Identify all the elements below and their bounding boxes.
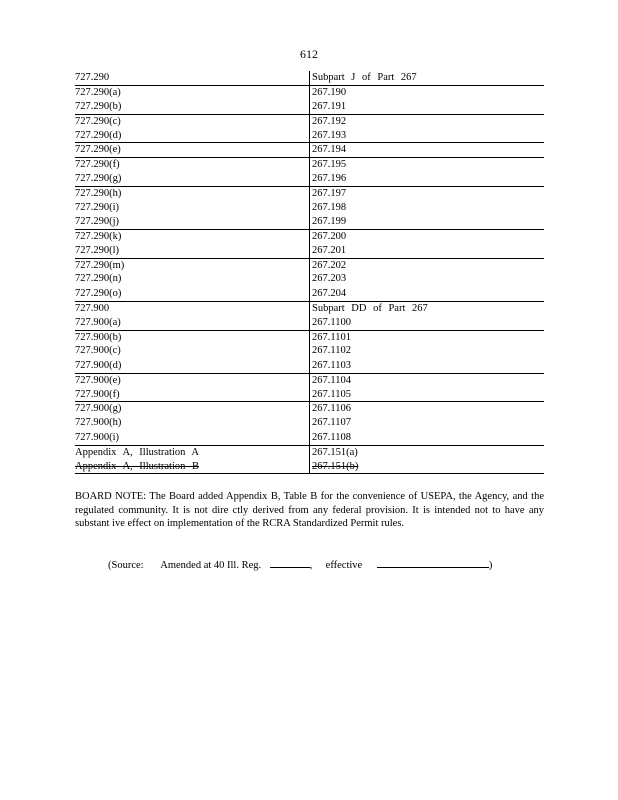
- old-section-cell: 727.290(l): [75, 244, 310, 258]
- new-section-cell: 267.202: [312, 259, 347, 271]
- table-row: [75, 359, 544, 373]
- table-row: [75, 258, 544, 272]
- new-section-cell: 267.192: [312, 115, 347, 127]
- table-body: [75, 71, 544, 474]
- table-row: [75, 100, 544, 114]
- old-section-cell: 727.290(d): [75, 129, 310, 143]
- new-section-cell: 267.1100: [310, 316, 545, 330]
- new-section-cell: 267.203: [312, 273, 347, 285]
- effective-date-blank: [377, 557, 489, 568]
- old-section-cell: 727.290(n): [75, 272, 310, 286]
- board-note: BOARD NOTE: The Board added Appendix B, Table B for the convenience of USEPA, the Agency, and the regulated community. It is not dire ctly derived from any federal provision. It is intended not to have any substant ive effect on implementation of the RCRA Standardized Permit rules.: [75, 491, 544, 529]
- old-section-cell: 727.290(m): [75, 258, 310, 272]
- table-row: [75, 71, 544, 85]
- old-section-cell: 727.290(e): [75, 143, 310, 157]
- table-row: [75, 186, 544, 200]
- table-row: [75, 373, 544, 387]
- old-section-cell: 727.900(h): [75, 416, 310, 430]
- table-row: [75, 301, 544, 315]
- table-row: [75, 215, 544, 229]
- table-row: [75, 143, 544, 157]
- new-section-cell: 267.151(a): [312, 446, 358, 458]
- new-section-cell: Subpart J of Part 267: [310, 71, 545, 85]
- table-row: [75, 201, 544, 215]
- new-section-cell: 267.1108: [310, 431, 545, 445]
- table-row: [75, 388, 544, 402]
- new-section-cell: 267.1107: [312, 417, 351, 429]
- new-section-cell: 267.193: [310, 129, 545, 143]
- page-number: 612: [300, 47, 318, 61]
- old-section-cell: 727.290(c): [75, 114, 310, 128]
- new-section-cell: 267.1101: [312, 331, 351, 343]
- table-row: [75, 114, 544, 128]
- table-row: [75, 172, 544, 186]
- old-section-cell: 727.900(f): [75, 388, 310, 402]
- table-row: [75, 157, 544, 171]
- source-amended: Amended at 40 Ill. Reg.: [160, 560, 262, 571]
- table-row: [75, 344, 544, 358]
- old-section-cell: 727.290(h): [75, 186, 310, 200]
- source-comma: ,: [309, 560, 313, 571]
- new-section-cell: 267.190: [312, 86, 347, 98]
- table-row: [75, 287, 544, 301]
- new-section-cell: 267.204: [310, 287, 545, 301]
- old-section-cell: 727.290(i): [75, 201, 310, 215]
- old-section-cell: 727.900(c): [75, 344, 310, 358]
- new-section-cell: 267.198: [312, 201, 347, 213]
- table-row: [75, 244, 544, 258]
- table-row: [75, 402, 544, 416]
- new-section-cell: 267.1104: [312, 374, 351, 386]
- old-section-cell: Appendix A, Illustration B: [75, 460, 310, 474]
- old-section-cell: 727.900(e): [75, 373, 310, 387]
- old-section-cell: 727.290(k): [75, 229, 310, 243]
- old-section-cell: 727.290(b): [75, 100, 310, 114]
- table-row: [75, 229, 544, 243]
- source-close: ): [488, 560, 493, 571]
- new-section-cell: 267.1105: [310, 388, 545, 402]
- new-section-cell: 267.201: [310, 244, 545, 258]
- new-section-cell: 267.199: [310, 215, 545, 229]
- register-volume-blank: [270, 557, 310, 568]
- new-section-cell: 267.195: [312, 158, 347, 170]
- old-section-cell: 727.900(g): [75, 402, 310, 416]
- source-prefix: (Source:: [108, 560, 144, 571]
- new-section-cell: 267.1106: [312, 403, 351, 415]
- new-section-cell: Subpart DD of Part 267: [312, 302, 428, 314]
- table-row: [75, 316, 544, 330]
- table-row: [75, 431, 544, 445]
- old-section-cell: 727.900: [75, 301, 310, 315]
- old-section-cell: 727.290: [75, 71, 310, 85]
- table-row: [75, 330, 544, 344]
- old-section-cell: 727.290(j): [75, 215, 310, 229]
- old-section-cell: 727.900(d): [75, 359, 310, 373]
- table-row: [75, 85, 544, 99]
- table-row: [75, 445, 544, 459]
- new-section-cell: 267.196: [310, 172, 545, 186]
- old-section-cell: Appendix A, Illustration A: [75, 445, 310, 459]
- source-effective: effective: [325, 560, 363, 571]
- old-section-cell: 727.290(f): [75, 157, 310, 171]
- table-row: [75, 129, 544, 143]
- table-row: [75, 416, 544, 430]
- source-line: [108, 557, 538, 571]
- old-section-cell: 727.900(i): [75, 431, 310, 445]
- new-section-cell: 267.191: [310, 100, 545, 114]
- new-section-cell: 267.200: [312, 230, 347, 242]
- cross-reference-table: [75, 71, 544, 474]
- old-section-cell: 727.900(a): [75, 316, 310, 330]
- old-section-cell: 727.290(o): [75, 287, 310, 301]
- old-section-cell: 727.290(a): [75, 85, 310, 99]
- table-row: [75, 460, 544, 474]
- new-section-cell: 267.151(b): [310, 460, 545, 474]
- new-section-cell: 267.197: [312, 187, 347, 199]
- new-section-cell: 267.1102: [312, 345, 351, 357]
- new-section-cell: 267.194: [310, 143, 545, 157]
- old-section-cell: 727.290(g): [75, 172, 310, 186]
- old-section-cell: 727.900(b): [75, 330, 310, 344]
- table-row: [75, 272, 544, 286]
- new-section-cell: 267.1103: [310, 359, 545, 373]
